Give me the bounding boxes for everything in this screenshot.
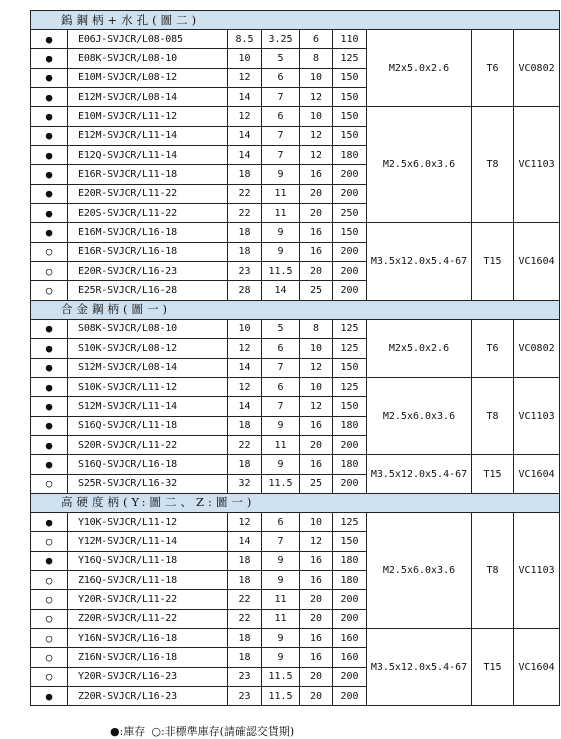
model-code: E20S-SVJCR/L11-22 bbox=[68, 204, 228, 223]
model-code: Y12M-SVJCR/L11-14 bbox=[68, 532, 228, 551]
length: 125 bbox=[333, 377, 367, 396]
shank-size: 16 bbox=[300, 223, 333, 242]
stock-marker: ● bbox=[31, 49, 68, 68]
dim-d: 18 bbox=[228, 165, 262, 184]
torx-key: T15 bbox=[472, 628, 514, 705]
stock-marker: ○ bbox=[31, 667, 68, 686]
length: 150 bbox=[333, 126, 367, 145]
stock-marker: ● bbox=[31, 165, 68, 184]
insert-type: VC1103 bbox=[514, 512, 560, 628]
product-spec-sheet bbox=[30, 10, 555, 738]
dim-d: 14 bbox=[228, 358, 262, 377]
table-row bbox=[31, 107, 560, 126]
model-code: S12M-SVJCR/L08-14 bbox=[68, 358, 228, 377]
dim-d: 18 bbox=[228, 223, 262, 242]
shank-size: 16 bbox=[300, 165, 333, 184]
dim-f: 11 bbox=[262, 204, 300, 223]
shank-size: 6 bbox=[300, 30, 333, 49]
shank-size: 12 bbox=[300, 146, 333, 165]
dim-d: 22 bbox=[228, 609, 262, 628]
model-code: E10M-SVJCR/L08-12 bbox=[68, 68, 228, 87]
shank-size: 10 bbox=[300, 68, 333, 87]
length: 200 bbox=[333, 281, 367, 300]
dim-f: 5 bbox=[262, 49, 300, 68]
legend-stock-symbol: ● bbox=[110, 725, 120, 738]
stock-marker: ● bbox=[31, 397, 68, 416]
model-code: E08K-SVJCR/L08-10 bbox=[68, 49, 228, 68]
dim-f: 9 bbox=[262, 242, 300, 261]
dim-f: 6 bbox=[262, 107, 300, 126]
stock-marker: ● bbox=[31, 68, 68, 87]
model-code: Z20R-SVJCR/L16-23 bbox=[68, 687, 228, 706]
model-code: Z16N-SVJCR/L16-18 bbox=[68, 648, 228, 667]
dim-f: 14 bbox=[262, 281, 300, 300]
dim-f: 11 bbox=[262, 590, 300, 609]
dim-f: 11 bbox=[262, 435, 300, 454]
model-code: Z16Q-SVJCR/L11-18 bbox=[68, 570, 228, 589]
dim-d: 10 bbox=[228, 319, 262, 338]
model-code: E06J-SVJCR/L08-085 bbox=[68, 30, 228, 49]
model-code: E16R-SVJCR/L16-18 bbox=[68, 242, 228, 261]
shank-size: 20 bbox=[300, 590, 333, 609]
shank-size: 12 bbox=[300, 88, 333, 107]
shank-size: 16 bbox=[300, 416, 333, 435]
model-code: E12Q-SVJCR/L11-14 bbox=[68, 146, 228, 165]
length: 160 bbox=[333, 648, 367, 667]
torx-key: T8 bbox=[472, 107, 514, 223]
dim-d: 14 bbox=[228, 88, 262, 107]
length: 125 bbox=[333, 49, 367, 68]
stock-marker: ● bbox=[31, 184, 68, 203]
stock-marker: ○ bbox=[31, 474, 68, 493]
spec-table bbox=[30, 10, 560, 706]
dim-d: 18 bbox=[228, 648, 262, 667]
dim-f: 9 bbox=[262, 551, 300, 570]
dim-d: 18 bbox=[228, 570, 262, 589]
stock-marker: ● bbox=[31, 416, 68, 435]
length: 200 bbox=[333, 435, 367, 454]
shank-size: 20 bbox=[300, 687, 333, 706]
model-code: Y20R-SVJCR/L16-23 bbox=[68, 667, 228, 686]
dim-f: 9 bbox=[262, 416, 300, 435]
model-code: E10M-SVJCR/L11-12 bbox=[68, 107, 228, 126]
stock-marker: ● bbox=[31, 223, 68, 242]
length: 150 bbox=[333, 107, 367, 126]
torx-key: T8 bbox=[472, 512, 514, 628]
section-header-row bbox=[31, 300, 560, 319]
length: 180 bbox=[333, 551, 367, 570]
dim-f: 9 bbox=[262, 628, 300, 647]
model-code: S25R-SVJCR/L16-32 bbox=[68, 474, 228, 493]
length: 180 bbox=[333, 570, 367, 589]
screw-spec: M3.5x12.0x5.4-67 bbox=[367, 455, 472, 494]
model-code: Y10K-SVJCR/L11-12 bbox=[68, 512, 228, 531]
dim-f: 6 bbox=[262, 377, 300, 396]
dim-f: 11.5 bbox=[262, 687, 300, 706]
model-code: Y20R-SVJCR/L11-22 bbox=[68, 590, 228, 609]
shank-size: 16 bbox=[300, 628, 333, 647]
shank-size: 12 bbox=[300, 126, 333, 145]
stock-marker: ○ bbox=[31, 648, 68, 667]
table-row bbox=[31, 223, 560, 242]
length: 150 bbox=[333, 88, 367, 107]
length: 200 bbox=[333, 609, 367, 628]
dim-f: 6 bbox=[262, 339, 300, 358]
length: 150 bbox=[333, 223, 367, 242]
dim-d: 22 bbox=[228, 590, 262, 609]
dim-d: 12 bbox=[228, 68, 262, 87]
length: 150 bbox=[333, 68, 367, 87]
shank-size: 10 bbox=[300, 377, 333, 396]
model-code: S10K-SVJCR/L11-12 bbox=[68, 377, 228, 396]
length: 125 bbox=[333, 319, 367, 338]
shank-size: 10 bbox=[300, 339, 333, 358]
insert-type: VC1103 bbox=[514, 107, 560, 223]
length: 160 bbox=[333, 628, 367, 647]
stock-marker: ● bbox=[31, 377, 68, 396]
stock-marker: ● bbox=[31, 107, 68, 126]
stock-marker: ● bbox=[31, 30, 68, 49]
table-row bbox=[31, 377, 560, 396]
stock-marker: ○ bbox=[31, 532, 68, 551]
table-row bbox=[31, 30, 560, 49]
stock-marker: ● bbox=[31, 126, 68, 145]
dim-f: 11.5 bbox=[262, 667, 300, 686]
stock-marker: ● bbox=[31, 88, 68, 107]
stock-marker: ● bbox=[31, 687, 68, 706]
insert-type: VC1103 bbox=[514, 377, 560, 454]
stock-marker: ○ bbox=[31, 628, 68, 647]
dim-f: 7 bbox=[262, 126, 300, 145]
shank-size: 8 bbox=[300, 49, 333, 68]
dim-d: 18 bbox=[228, 628, 262, 647]
model-code: S16Q-SVJCR/L11-18 bbox=[68, 416, 228, 435]
stock-marker: ● bbox=[31, 358, 68, 377]
table-row bbox=[31, 628, 560, 647]
length: 180 bbox=[333, 146, 367, 165]
dim-f: 9 bbox=[262, 223, 300, 242]
dim-f: 7 bbox=[262, 532, 300, 551]
stock-marker: ○ bbox=[31, 609, 68, 628]
insert-type: VC1604 bbox=[514, 455, 560, 494]
dim-f: 6 bbox=[262, 512, 300, 531]
dim-f: 9 bbox=[262, 570, 300, 589]
length: 150 bbox=[333, 358, 367, 377]
dim-f: 7 bbox=[262, 397, 300, 416]
shank-size: 10 bbox=[300, 107, 333, 126]
dim-d: 14 bbox=[228, 532, 262, 551]
dim-d: 23 bbox=[228, 667, 262, 686]
length: 200 bbox=[333, 667, 367, 686]
length: 200 bbox=[333, 184, 367, 203]
model-code: E12M-SVJCR/L08-14 bbox=[68, 88, 228, 107]
shank-size: 20 bbox=[300, 184, 333, 203]
dim-d: 22 bbox=[228, 184, 262, 203]
stock-marker: ● bbox=[31, 319, 68, 338]
shank-size: 25 bbox=[300, 281, 333, 300]
legend-nonstandard-symbol: ○ bbox=[151, 725, 161, 738]
length: 150 bbox=[333, 532, 367, 551]
length: 200 bbox=[333, 590, 367, 609]
shank-size: 20 bbox=[300, 609, 333, 628]
stock-marker: ● bbox=[31, 435, 68, 454]
dim-f: 11.5 bbox=[262, 474, 300, 493]
torx-key: T8 bbox=[472, 377, 514, 454]
model-code: S10K-SVJCR/L08-12 bbox=[68, 339, 228, 358]
dim-f: 3.25 bbox=[262, 30, 300, 49]
screw-spec: M2.5x6.0x3.6 bbox=[367, 107, 472, 223]
length: 110 bbox=[333, 30, 367, 49]
insert-type: VC0802 bbox=[514, 30, 560, 107]
model-code: Y16N-SVJCR/L16-18 bbox=[68, 628, 228, 647]
screw-spec: M2x5.0x2.6 bbox=[367, 319, 472, 377]
shank-size: 20 bbox=[300, 435, 333, 454]
dim-f: 7 bbox=[262, 146, 300, 165]
section-title: 高硬度柄(Y:圖二、Z:圖一) bbox=[31, 493, 560, 512]
stock-marker: ● bbox=[31, 551, 68, 570]
stock-marker: ● bbox=[31, 455, 68, 474]
screw-spec: M3.5x12.0x5.4-67 bbox=[367, 628, 472, 705]
stock-marker: ● bbox=[31, 339, 68, 358]
legend-stock-text: :庫存 bbox=[119, 725, 146, 738]
shank-size: 25 bbox=[300, 474, 333, 493]
dim-f: 11 bbox=[262, 184, 300, 203]
shank-size: 10 bbox=[300, 512, 333, 531]
screw-spec: M2.5x6.0x3.6 bbox=[367, 512, 472, 628]
dim-d: 32 bbox=[228, 474, 262, 493]
length: 200 bbox=[333, 165, 367, 184]
dim-d: 12 bbox=[228, 512, 262, 531]
section-title: 合金鋼柄(圖一) bbox=[31, 300, 560, 319]
length: 200 bbox=[333, 242, 367, 261]
model-code: E20R-SVJCR/L11-22 bbox=[68, 184, 228, 203]
dim-d: 18 bbox=[228, 455, 262, 474]
dim-f: 11 bbox=[262, 609, 300, 628]
section-title: 鎢鋼柄+水孔(圖二) bbox=[31, 11, 560, 30]
stock-marker: ○ bbox=[31, 242, 68, 261]
dim-d: 23 bbox=[228, 687, 262, 706]
model-code: Z20R-SVJCR/L11-22 bbox=[68, 609, 228, 628]
dim-d: 8.5 bbox=[228, 30, 262, 49]
length: 250 bbox=[333, 204, 367, 223]
model-code: S20R-SVJCR/L11-22 bbox=[68, 435, 228, 454]
length: 150 bbox=[333, 397, 367, 416]
model-code: S12M-SVJCR/L11-14 bbox=[68, 397, 228, 416]
shank-size: 16 bbox=[300, 551, 333, 570]
legend bbox=[110, 723, 294, 739]
length: 200 bbox=[333, 474, 367, 493]
dim-d: 18 bbox=[228, 242, 262, 261]
dim-f: 9 bbox=[262, 455, 300, 474]
stock-marker: ● bbox=[31, 146, 68, 165]
length: 200 bbox=[333, 262, 367, 281]
dim-d: 14 bbox=[228, 146, 262, 165]
model-code: E16M-SVJCR/L16-18 bbox=[68, 223, 228, 242]
screw-spec: M3.5x12.0x5.4-67 bbox=[367, 223, 472, 300]
shank-size: 16 bbox=[300, 648, 333, 667]
dim-d: 28 bbox=[228, 281, 262, 300]
length: 200 bbox=[333, 687, 367, 706]
screw-spec: M2.5x6.0x3.6 bbox=[367, 377, 472, 454]
stock-marker: ● bbox=[31, 512, 68, 531]
length: 125 bbox=[333, 339, 367, 358]
insert-type: VC1604 bbox=[514, 628, 560, 705]
dim-f: 7 bbox=[262, 358, 300, 377]
shank-size: 16 bbox=[300, 242, 333, 261]
dim-f: 5 bbox=[262, 319, 300, 338]
screw-spec: M2x5.0x2.6 bbox=[367, 30, 472, 107]
dim-d: 18 bbox=[228, 416, 262, 435]
stock-marker: ○ bbox=[31, 570, 68, 589]
model-code: E12M-SVJCR/L11-14 bbox=[68, 126, 228, 145]
length: 180 bbox=[333, 416, 367, 435]
shank-size: 12 bbox=[300, 532, 333, 551]
dim-d: 12 bbox=[228, 377, 262, 396]
insert-type: VC1604 bbox=[514, 223, 560, 300]
table-row bbox=[31, 319, 560, 338]
table-row bbox=[31, 512, 560, 531]
legend-nonstandard-text: :非標準庫存(請確認交貨期) bbox=[160, 725, 295, 738]
shank-size: 8 bbox=[300, 319, 333, 338]
torx-key: T6 bbox=[472, 30, 514, 107]
shank-size: 16 bbox=[300, 455, 333, 474]
model-code: E16R-SVJCR/L11-18 bbox=[68, 165, 228, 184]
length: 180 bbox=[333, 455, 367, 474]
shank-size: 20 bbox=[300, 667, 333, 686]
shank-size: 16 bbox=[300, 570, 333, 589]
dim-d: 14 bbox=[228, 126, 262, 145]
dim-d: 22 bbox=[228, 435, 262, 454]
stock-marker: ○ bbox=[31, 262, 68, 281]
torx-key: T15 bbox=[472, 455, 514, 494]
dim-d: 23 bbox=[228, 262, 262, 281]
dim-f: 9 bbox=[262, 648, 300, 667]
dim-f: 11.5 bbox=[262, 262, 300, 281]
section-header-row bbox=[31, 11, 560, 30]
model-code: E20R-SVJCR/L16-23 bbox=[68, 262, 228, 281]
section-header-row bbox=[31, 493, 560, 512]
stock-marker: ● bbox=[31, 204, 68, 223]
stock-marker: ○ bbox=[31, 281, 68, 300]
length: 125 bbox=[333, 512, 367, 531]
insert-type: VC0802 bbox=[514, 319, 560, 377]
shank-size: 20 bbox=[300, 204, 333, 223]
model-code: S08K-SVJCR/L08-10 bbox=[68, 319, 228, 338]
dim-f: 7 bbox=[262, 88, 300, 107]
model-code: E25R-SVJCR/L16-28 bbox=[68, 281, 228, 300]
dim-f: 6 bbox=[262, 68, 300, 87]
dim-d: 12 bbox=[228, 339, 262, 358]
torx-key: T6 bbox=[472, 319, 514, 377]
dim-d: 18 bbox=[228, 551, 262, 570]
shank-size: 20 bbox=[300, 262, 333, 281]
shank-size: 12 bbox=[300, 397, 333, 416]
stock-marker: ○ bbox=[31, 590, 68, 609]
torx-key: T15 bbox=[472, 223, 514, 300]
dim-d: 10 bbox=[228, 49, 262, 68]
shank-size: 12 bbox=[300, 358, 333, 377]
model-code: S16Q-SVJCR/L16-18 bbox=[68, 455, 228, 474]
table-row bbox=[31, 455, 560, 474]
dim-d: 14 bbox=[228, 397, 262, 416]
model-code: Y16Q-SVJCR/L11-18 bbox=[68, 551, 228, 570]
dim-f: 9 bbox=[262, 165, 300, 184]
dim-d: 12 bbox=[228, 107, 262, 126]
dim-d: 22 bbox=[228, 204, 262, 223]
